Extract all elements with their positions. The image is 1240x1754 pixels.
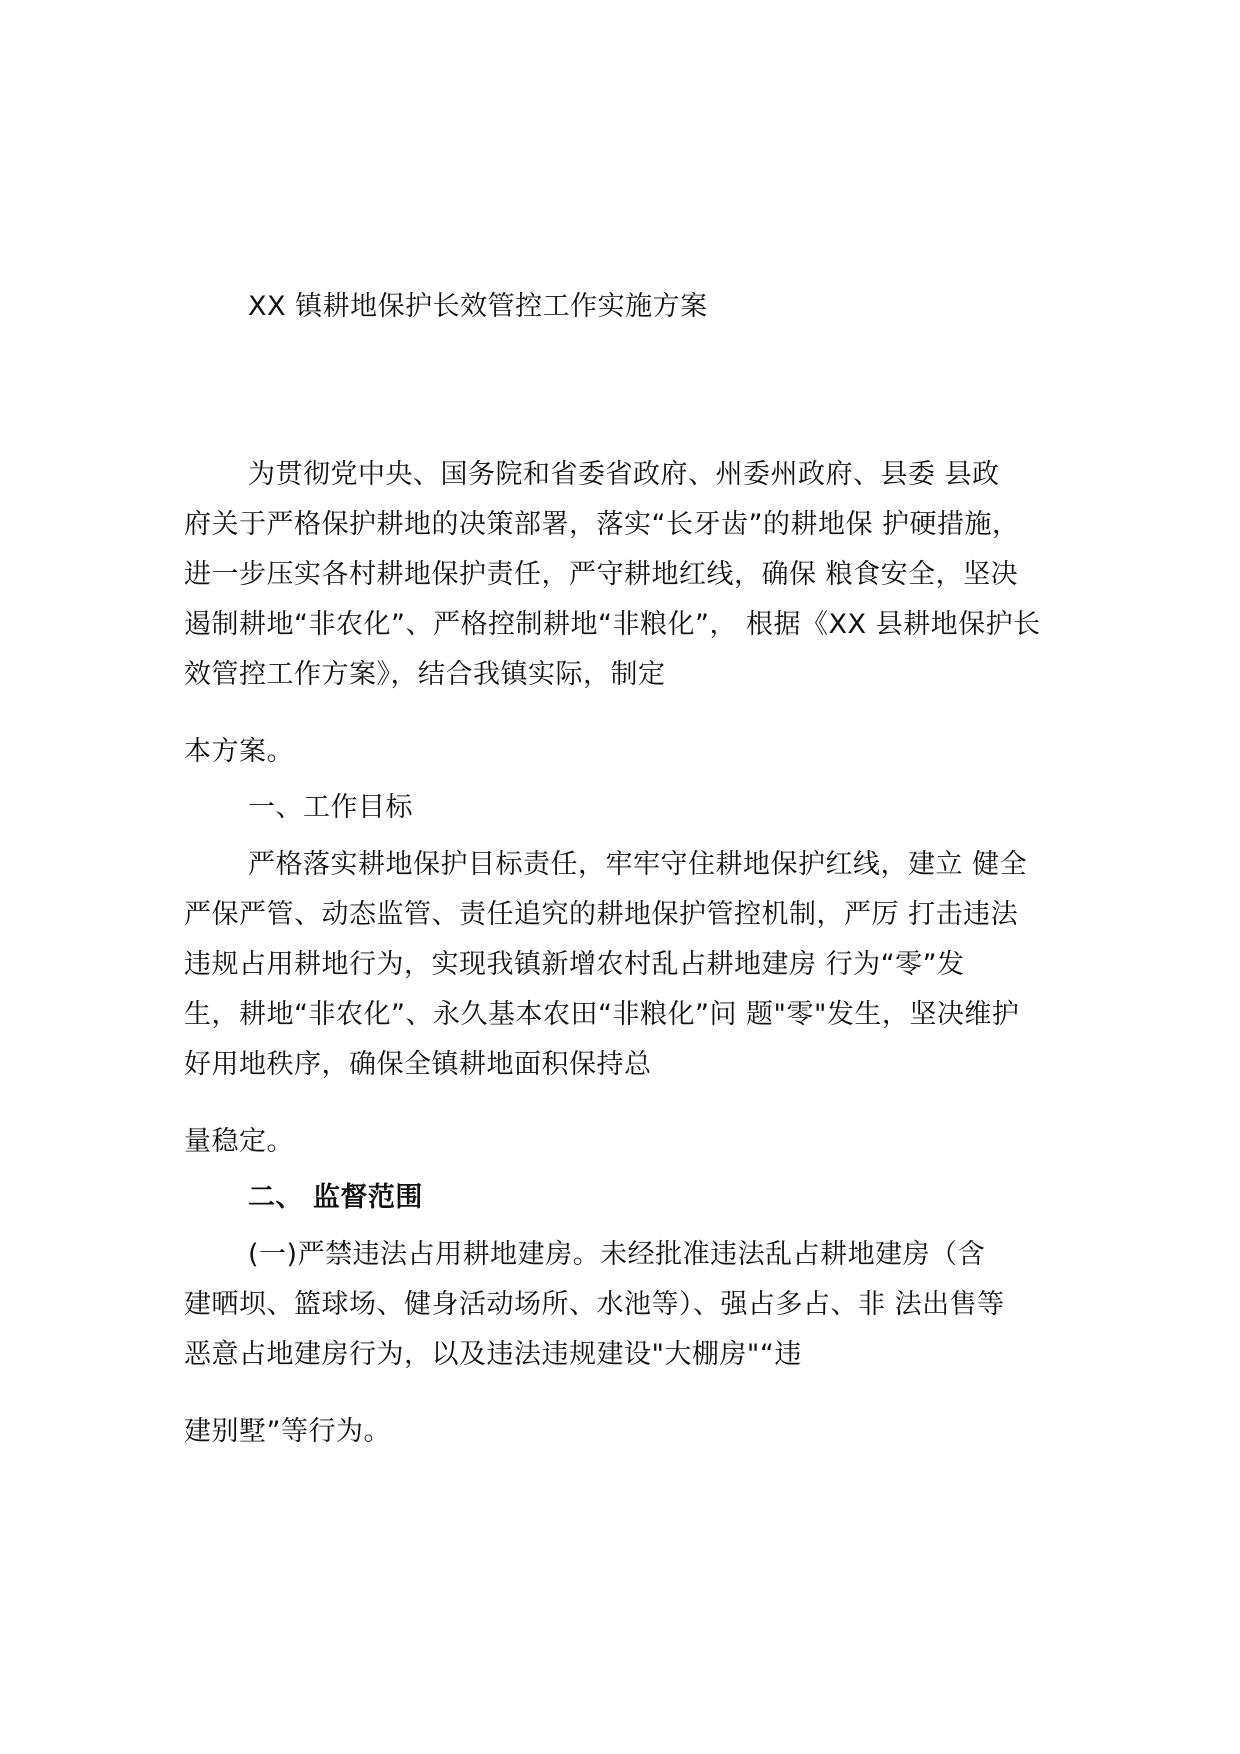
intro-line-5: 效管控工作方案》，结合我镇实际，制定 xyxy=(184,659,666,690)
section2-line-2: 建晒坝、篮球场、健身活动场所、水池等）、强占多占、非 法出售等 xyxy=(184,1289,1005,1320)
section1-line-6: 量稳定。 xyxy=(184,1126,294,1157)
section1-line-4: 生，耕地“非农化”、永久基本农田“非粮化”问 题"零"发生，坚决维护 xyxy=(184,999,1020,1030)
intro-line-2: 府关于严格保护耕地的决策部署，落实“长牙齿”的耕地保 护硬措施， xyxy=(184,509,1020,540)
document-title: XX 镇耕地保护长效管控工作实施方案 xyxy=(248,291,708,322)
section1-line-2: 严保严管、动态监管、责任追究的耕地保护管控机制，严厉 打击违法 xyxy=(184,899,1019,930)
section1-line-3: 违规占用耕地行为，实现我镇新增农村乱占耕地建房 行为“零”发 xyxy=(184,949,965,980)
section2-line-4: 建别墅”等行为。 xyxy=(184,1416,391,1447)
section1-line-1: 严格落实耕地保护目标责任，牢牢守住耕地保护红线，建立 健全 xyxy=(248,849,1028,880)
intro-line-4: 遏制耕地“非农化”、严格控制耕地“非粮化”， 根据《XX 县耕地保护长 xyxy=(184,609,1041,640)
section2-heading: 二、 监督范围 xyxy=(248,1182,423,1213)
section2-line-3: 恶意占地建房行为，以及违法违规建设"大棚房"“违 xyxy=(184,1339,802,1370)
section1-heading: 一、工作目标 xyxy=(248,792,413,823)
intro-line-6: 本方案。 xyxy=(184,736,294,767)
intro-line-3: 进一步压实各村耕地保护责任，严守耕地红线，确保 粮食安全，坚决 xyxy=(184,559,1019,590)
section2-line-1: (一)严禁违法占用耕地建房。未经批准违法乱占耕地建房（含 xyxy=(248,1239,986,1270)
section1-line-5: 好用地秩序，确保全镇耕地面积保持总 xyxy=(184,1049,652,1080)
intro-line-1: 为贯彻党中央、国务院和省委省政府、州委州政府、县委 县政 xyxy=(248,459,1000,490)
